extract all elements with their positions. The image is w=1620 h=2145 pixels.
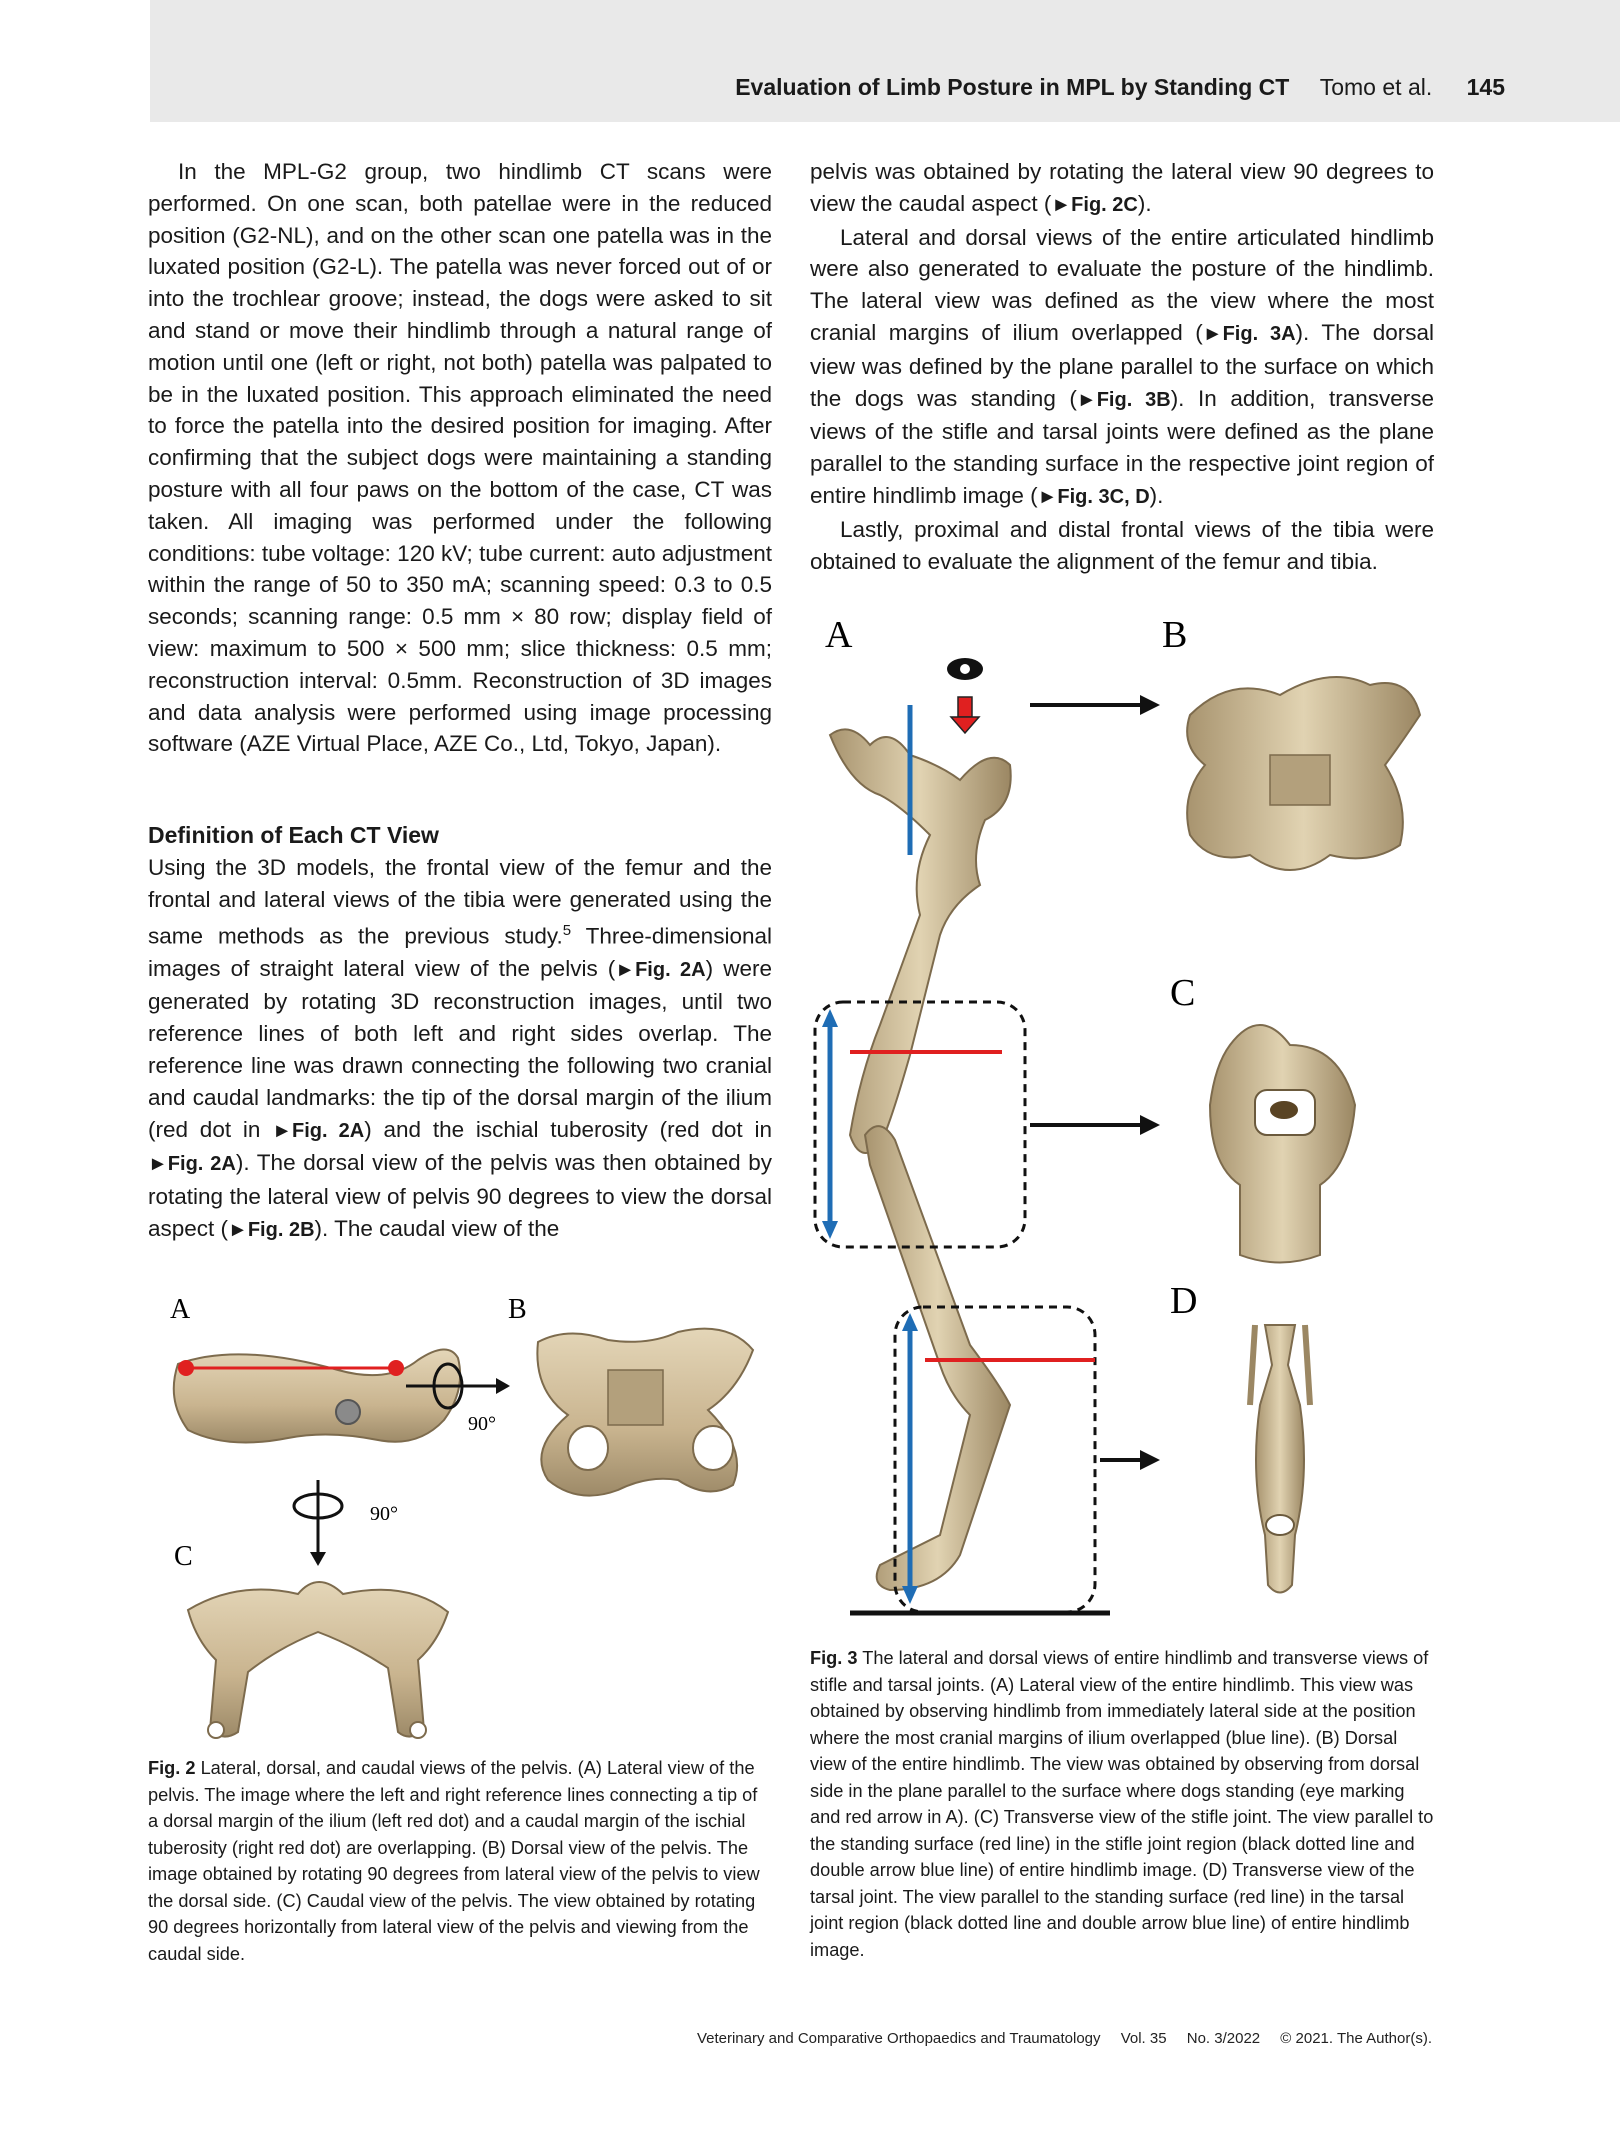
figure-link[interactable]: ►Fig. 2C — [1051, 193, 1138, 216]
paragraph — [148, 852, 772, 1247]
text-run: Lateral and dorsal views of the entire articulated hindlimb were also generated to evaluate the posture of the hindlimb. The lateral view was defined as the view where the most cranial margins of ilium overlapped ( — [810, 224, 1434, 345]
header-band — [150, 0, 1620, 122]
left-column — [148, 156, 772, 760]
text-run: ). The dorsal view was defined by the plane parallel to the surface on which the dogs was standing ( — [810, 319, 1434, 411]
text-run: ). The dorsal view of the pelvis was then obtained by rotating the lateral view of pelvis 90 degrees to view the dorsal aspect ( — [148, 1150, 772, 1242]
text-run: ). The caudal view of the — [314, 1216, 560, 1242]
hindlimb-lateral-image — [830, 705, 1011, 1590]
fig2-caption — [148, 1755, 772, 1967]
figure-3 — [810, 605, 1440, 1635]
fig3-label-b: B — [1162, 614, 1188, 656]
caption-label: Fig. 2 — [148, 1758, 196, 1778]
text-run: ). — [1137, 190, 1152, 216]
pelvis-lateral-image — [174, 1349, 460, 1442]
text-run: ) and the ischial tuberosity (red dot in — [364, 1116, 772, 1142]
caption-text: The lateral and dorsal views of entire hindlimb and transverse views of stifle and tarsal joints. (A) Lateral view of the entire hindlimb. This view was obtained by observing hindlimb from immediately lateral side at the position where the most cranial margins of ilium overlapped (blue line). (B) Dorsal view of the entire hindlimb. The view was obtained by observing from dorsal side in the plane parallel to the surface where dogs standing (eye marking and red arrow in A). (C) Transverse view of the stifle joint. The view parallel to the standing surface (red line) in the stifle joint region (black dotted line and double arrow blue line) of entire hindlimb image. (D) Transverse view of the tarsal joint. The view parallel to the standing surface (red line) in the tarsal joint region (black dotted line and double arrow blue line) of entire hindlimb image. — [810, 1648, 1434, 1960]
caption-label: Fig. 3 — [810, 1648, 858, 1668]
caption-text: Lateral, dorsal, and caudal views of the pelvis. (A) Lateral view of the pelvis. The image where the left and right reference lines connecting a tip of a dorsal margin of the ilium (left red dot) and a caudal margin of the ischial tuberosity (right red dot) are overlapping. (B) Dorsal view of the pelvis. The image obtained by rotating 90 degrees from lateral view of the pelvis to view the dorsal side. (C) Caudal view of the pelvis. The view obtained by rotating 90 degrees horizontally from lateral view of the pelvis and viewing from the caudal side. — [148, 1758, 760, 1964]
figure-link[interactable]: ►Fig. 3C, D — [1037, 485, 1150, 508]
paragraph: In the MPL-G2 group, two hindlimb CT scans were performed. On one scan, both patellae were in the reduced position (G2-NL), and on the other scan one patella was in the luxated position (G2-L). The patella was never forced out of or into the trochlear groove; instead, the dogs were asked to sit and stand or move their hindlimb through a natural range of motion until one (left or right, not both) patella was palpated to be in the luxated position. This approach eliminated the need to force the patella into the desired position for imaging. After confirming that the subject dogs were maintaining a standing posture with all four paws on the bottom of the case, CT was taken. All imaging was performed under the following conditions: tube voltage: 120 kV; tube current: auto adjustment within the range of 50 to 350 mA; scanning speed: 0.3 to 0.5 seconds; scanning range: 0.5 mm × 80 row; display field of view: maximum to 500 × 500 mm; slice thickness: 0.5 mm; reconstruction interval: 0.5mm. Reconstruction of 3D images and data analysis were performed using image processing software (AZE Virtual Place, AZE Co., Ltd, Tokyo, Japan). — [148, 159, 772, 757]
fig2-label-a: A — [170, 1294, 191, 1325]
paragraph: Lastly, proximal and distal frontal views of the tibia were obtained to evaluate the alignment of the femur and tibia. — [810, 516, 1434, 574]
fig3-label-a: A — [825, 614, 853, 656]
ilium-red-dot — [178, 1360, 194, 1376]
citation-ref[interactable]: 5 — [562, 922, 572, 940]
right-column — [810, 156, 1434, 577]
footer — [0, 2030, 1432, 2047]
fig2-label-c: C — [174, 1541, 193, 1572]
text-run: ) were generated by rotating 3D reconstruction images, until two reference lines of both left and right sides overlap. The reference line was drawn connecting the following two cranial and caudal landmarks: the tip of the dorsal margin of the ilium (red dot in — [148, 955, 772, 1142]
footer-issue: No. 3/2022 — [1186, 2030, 1261, 2047]
rotation-label: 90° — [468, 1413, 496, 1435]
pelvis-caudal-image — [188, 1582, 448, 1738]
text-run: pelvis was obtained by rotating the lateral view 90 degrees to view the caudal aspect ( — [810, 159, 1434, 216]
figure-link[interactable]: ►Fig. 2B — [228, 1219, 315, 1242]
running-title: Evaluation of Limb Posture in MPL by Standing CT — [735, 74, 1290, 100]
figure-link[interactable]: ►Fig. 3A — [1202, 322, 1296, 345]
footer-copyright: © 2021. The Author(s). — [1280, 2030, 1432, 2047]
fig3-caption — [810, 1645, 1434, 1963]
figure-2 — [148, 1280, 788, 1750]
ischial-red-dot — [388, 1360, 404, 1376]
pelvis-dorsal-image — [537, 1329, 753, 1496]
fig3-label-c: C — [1170, 972, 1196, 1014]
text-run: ). — [1149, 482, 1164, 508]
running-authors: Tomo et al. — [1319, 74, 1433, 100]
tarsal-transverse-image — [1250, 1325, 1310, 1593]
hindlimb-dorsal-image — [1187, 677, 1420, 870]
stifle-transverse-image — [1210, 1025, 1355, 1263]
fig2-label-b: B — [508, 1294, 527, 1325]
running-head — [735, 74, 1505, 101]
figure-link[interactable]: ►Fig. 2A — [272, 1119, 365, 1142]
page-number: 145 — [1466, 74, 1505, 100]
figure-link[interactable]: ►Fig. 2A — [615, 958, 706, 981]
left-column-section — [148, 820, 772, 1247]
figure-link[interactable]: ►Fig. 2A — [148, 1153, 236, 1176]
rotation-label: 90° — [370, 1503, 398, 1525]
figure-link[interactable]: ►Fig. 3B — [1076, 388, 1171, 411]
text-run: ). In addition, transverse views of the stifle and tarsal joints were defined as the plane parallel to the standing surface in the respective joint region of entire hindlimb image ( — [810, 385, 1434, 508]
paragraph — [810, 156, 1434, 222]
red-down-arrow-icon — [951, 697, 979, 733]
footer-journal: Veterinary and Comparative Orthopaedics and Traumatology — [696, 2030, 1101, 2047]
section-heading: Definition of Each CT View — [148, 822, 439, 848]
rotation-icon — [294, 1480, 342, 1566]
text-run: Using the 3D models, the frontal view of the femur and the frontal and lateral views of the tibia were generated using the same methods as the previous study. — [148, 854, 772, 949]
fig3-label-d: D — [1170, 1280, 1198, 1322]
footer-volume: Vol. 35 — [1120, 2030, 1167, 2047]
text-run: Three-dimensional images of straight lateral view of the pelvis ( — [148, 923, 772, 981]
paragraph — [810, 222, 1434, 514]
eye-icon — [947, 658, 983, 680]
